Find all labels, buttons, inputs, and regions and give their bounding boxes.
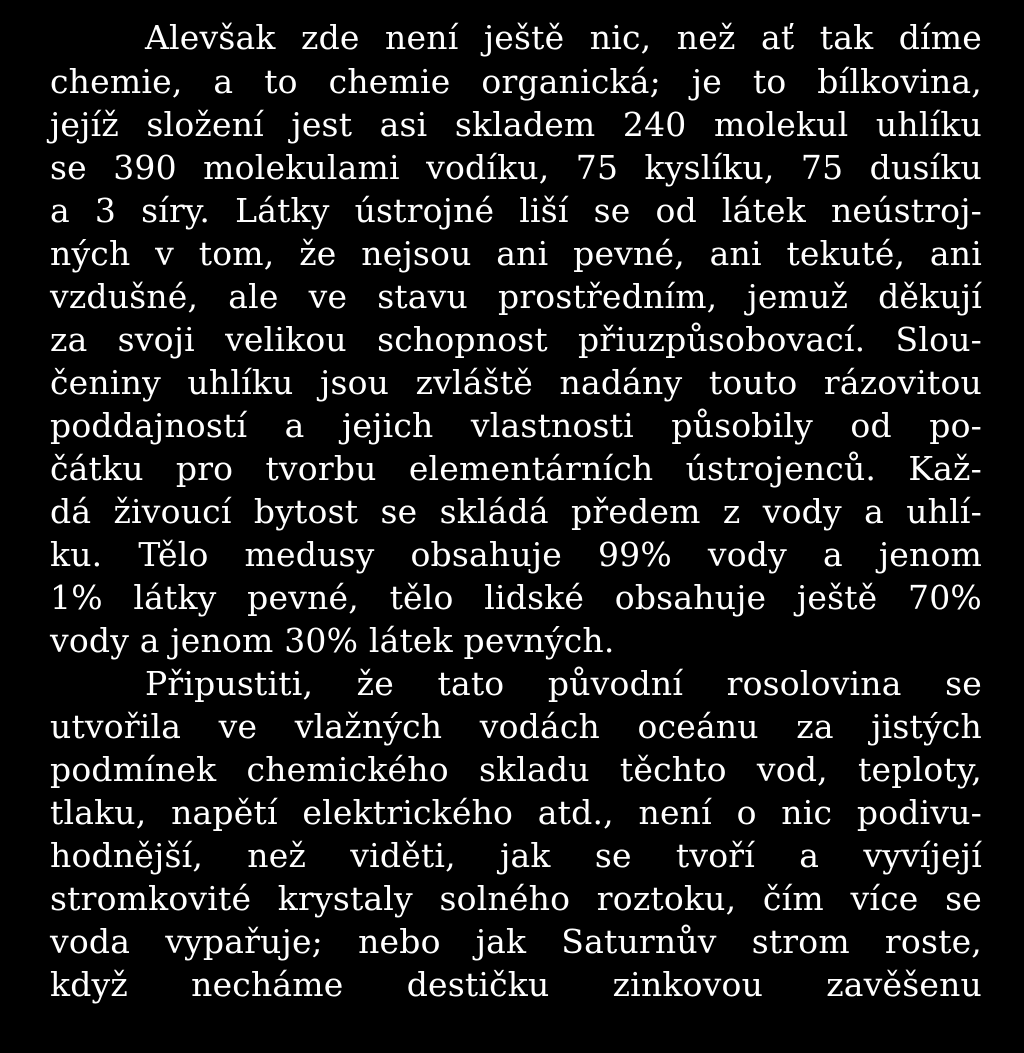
text-line: Připustiti, že tato původní rosolovina se: [145, 664, 982, 703]
text-line: ných v tom, že nejsou ani pevné, ani tekuté, ani: [50, 234, 982, 273]
text-line: hodnější, než viděti, jak se tvoří a vyvíjejí: [50, 836, 982, 875]
text-line: za svoji velikou schopnost přiuzpůsobovací. Slou-: [50, 320, 982, 359]
text-line: a 3 síry. Látky ústrojné liší se od látek neústroj-: [50, 191, 982, 230]
text-line: voda vypařuje; nebo jak Saturnův strom roste,: [50, 922, 982, 961]
text-line: stromkovité krystaly solného roztoku, čím více se: [50, 879, 982, 918]
text-line: 1% látky pevné, tělo lidské obsahuje ještě 70%: [50, 578, 982, 617]
text-line: vody a jenom 30% látek pevných.: [50, 621, 615, 660]
text-line: vzdušné, ale ve stavu prostředním, jemuž děkují: [50, 277, 982, 316]
text-line: podmínek chemického skladu těchto vod, teploty,: [50, 750, 982, 789]
text-line: jejíž složení jest asi skladem 240 molekul uhlíku: [50, 105, 982, 144]
text-line: když necháme destičku zinkovou zavěšenu: [50, 965, 982, 1004]
text-line: čeniny uhlíku jsou zvláště nadány touto rázovitou: [50, 363, 982, 402]
text-line: Alevšak zde není ještě nic, než ať tak díme: [145, 18, 982, 57]
text-line: se 390 molekulami vodíku, 75 kyslíku, 75 dusíku: [50, 148, 982, 187]
text-line: poddajností a jejich vlastnosti působily od po-: [50, 406, 982, 445]
text-line: chemie, a to chemie organická; je to bílkovina,: [50, 62, 982, 101]
text-line: tlaku, napětí elektrického atd., není o nic podivu-: [50, 793, 982, 832]
text-line: utvořila ve vlažných vodách oceánu za jistých: [50, 707, 982, 746]
text-line: ku. Tělo medusy obsahuje 99% vody a jenom: [50, 535, 982, 574]
text-line: čátku pro tvorbu elementárních ústrojenců. Kaž-: [50, 449, 982, 488]
text-line: dá živoucí bytost se skládá předem z vody a uhlí-: [50, 492, 982, 531]
